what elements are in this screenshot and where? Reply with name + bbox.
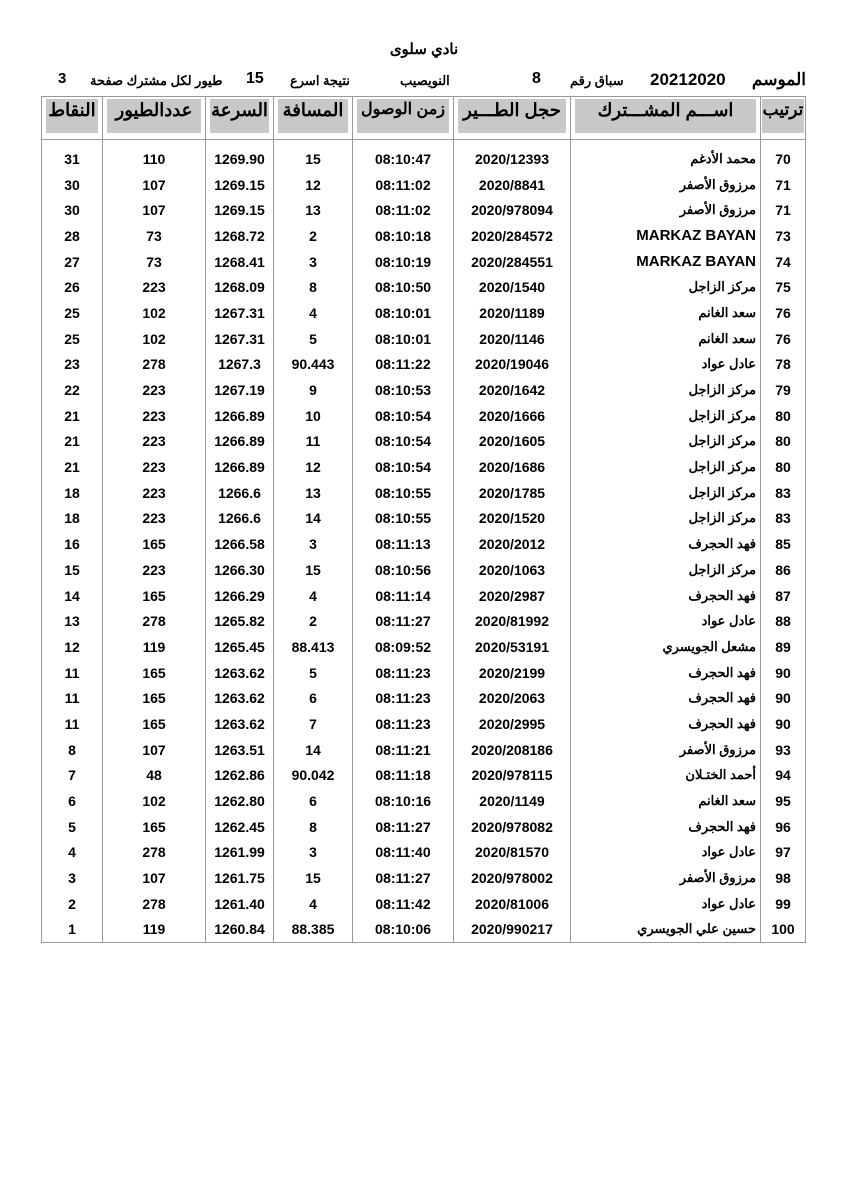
table-row bbox=[42, 788, 806, 814]
cell-speed: 1268.72 bbox=[206, 223, 274, 249]
cell-points: 30 bbox=[42, 197, 103, 223]
cell-distance: 3 bbox=[274, 531, 353, 557]
cell-ring: 2020/81992 bbox=[454, 608, 571, 634]
cell-points: 16 bbox=[42, 531, 103, 557]
cell-speed: 1267.31 bbox=[206, 300, 274, 326]
per-participant-page-label: طيور لكل مشترك صفحة bbox=[90, 73, 223, 88]
cell-arrival: 08:10:53 bbox=[353, 377, 454, 403]
cell-birds: 110 bbox=[103, 140, 206, 172]
cell-arrival: 08:11:27 bbox=[353, 865, 454, 891]
cell-points: 23 bbox=[42, 352, 103, 378]
cell-ring: 2020/53191 bbox=[454, 634, 571, 660]
cell-distance: 12 bbox=[274, 454, 353, 480]
table-row bbox=[42, 634, 806, 660]
cell-name: مركز الزاجل bbox=[571, 480, 761, 506]
cell-arrival: 08:10:01 bbox=[353, 300, 454, 326]
cell-speed: 1266.29 bbox=[206, 583, 274, 609]
cell-name: مرزوق الأصفر bbox=[571, 865, 761, 891]
cell-ring: 2020/2012 bbox=[454, 531, 571, 557]
cell-arrival: 08:10:06 bbox=[353, 917, 454, 943]
cell-speed: 1263.62 bbox=[206, 685, 274, 711]
table-row bbox=[42, 429, 806, 455]
cell-birds: 223 bbox=[103, 274, 206, 300]
cell-arrival: 08:11:23 bbox=[353, 711, 454, 737]
cell-arrival: 08:10:18 bbox=[353, 223, 454, 249]
cell-birds: 165 bbox=[103, 711, 206, 737]
cell-ring: 2020/1189 bbox=[454, 300, 571, 326]
cell-distance: 13 bbox=[274, 480, 353, 506]
cell-arrival: 08:10:55 bbox=[353, 480, 454, 506]
cell-arrival: 08:10:50 bbox=[353, 274, 454, 300]
cell-points: 2 bbox=[42, 891, 103, 917]
cell-points: 22 bbox=[42, 377, 103, 403]
table-row bbox=[42, 685, 806, 711]
cell-name: فهد الحجرف bbox=[571, 660, 761, 686]
cell-birds: 223 bbox=[103, 506, 206, 532]
cell-ring: 2020/978082 bbox=[454, 814, 571, 840]
cell-birds: 165 bbox=[103, 814, 206, 840]
cell-birds: 165 bbox=[103, 531, 206, 557]
cell-speed: 1267.19 bbox=[206, 377, 274, 403]
cell-speed: 1266.58 bbox=[206, 531, 274, 557]
cell-birds: 165 bbox=[103, 660, 206, 686]
cell-name: مركز الزاجل bbox=[571, 429, 761, 455]
col-ring: حجل الطـــير bbox=[454, 97, 571, 140]
cell-distance: 4 bbox=[274, 891, 353, 917]
cell-rank: 96 bbox=[761, 814, 806, 840]
cell-name: حسين علي الجويسري bbox=[571, 917, 761, 943]
cell-speed: 1265.45 bbox=[206, 634, 274, 660]
table-row bbox=[42, 840, 806, 866]
cell-distance: 15 bbox=[274, 140, 353, 172]
cell-name: فهد الحجرف bbox=[571, 583, 761, 609]
cell-name: أحمد الختـلان bbox=[571, 763, 761, 789]
cell-arrival: 08:11:23 bbox=[353, 660, 454, 686]
cell-arrival: 08:11:14 bbox=[353, 583, 454, 609]
col-name: اســـم المشـــترك bbox=[571, 97, 761, 140]
race-location: النويصيب bbox=[400, 73, 450, 88]
season-value: 20212020 bbox=[650, 70, 726, 89]
cell-distance: 2 bbox=[274, 223, 353, 249]
cell-birds: 278 bbox=[103, 608, 206, 634]
table-row bbox=[42, 326, 806, 352]
cell-distance: 8 bbox=[274, 274, 353, 300]
table-row bbox=[42, 557, 806, 583]
cell-rank: 70 bbox=[761, 140, 806, 172]
table-row bbox=[42, 737, 806, 763]
cell-name: فهد الحجرف bbox=[571, 814, 761, 840]
cell-birds: 48 bbox=[103, 763, 206, 789]
cell-speed: 1266.89 bbox=[206, 429, 274, 455]
cell-rank: 83 bbox=[761, 480, 806, 506]
cell-speed: 1266.89 bbox=[206, 403, 274, 429]
table-row bbox=[42, 865, 806, 891]
cell-ring: 2020/2995 bbox=[454, 711, 571, 737]
cell-birds: 223 bbox=[103, 480, 206, 506]
cell-rank: 97 bbox=[761, 840, 806, 866]
cell-rank: 73 bbox=[761, 223, 806, 249]
cell-speed: 1265.82 bbox=[206, 608, 274, 634]
cell-name: مركز الزاجل bbox=[571, 454, 761, 480]
cell-arrival: 08:10:54 bbox=[353, 403, 454, 429]
cell-rank: 86 bbox=[761, 557, 806, 583]
cell-speed: 1269.90 bbox=[206, 140, 274, 172]
cell-distance: 4 bbox=[274, 583, 353, 609]
table-row bbox=[42, 172, 806, 198]
col-distance: المسافة bbox=[274, 97, 353, 140]
cell-points: 18 bbox=[42, 506, 103, 532]
cell-ring: 2020/2199 bbox=[454, 660, 571, 686]
cell-arrival: 08:10:56 bbox=[353, 557, 454, 583]
cell-points: 25 bbox=[42, 326, 103, 352]
cell-distance: 6 bbox=[274, 788, 353, 814]
cell-arrival: 08:11:40 bbox=[353, 840, 454, 866]
cell-rank: 88 bbox=[761, 608, 806, 634]
cell-points: 21 bbox=[42, 429, 103, 455]
cell-ring: 2020/284572 bbox=[454, 223, 571, 249]
cell-distance: 5 bbox=[274, 326, 353, 352]
cell-arrival: 08:10:16 bbox=[353, 788, 454, 814]
cell-ring: 2020/81006 bbox=[454, 891, 571, 917]
cell-birds: 107 bbox=[103, 865, 206, 891]
cell-birds: 73 bbox=[103, 249, 206, 275]
table-row bbox=[42, 531, 806, 557]
cell-rank: 99 bbox=[761, 891, 806, 917]
cell-points: 4 bbox=[42, 840, 103, 866]
cell-distance: 13 bbox=[274, 197, 353, 223]
cell-birds: 223 bbox=[103, 403, 206, 429]
table-row bbox=[42, 140, 806, 172]
cell-name: عادل عواد bbox=[571, 891, 761, 917]
cell-rank: 85 bbox=[761, 531, 806, 557]
cell-ring: 2020/1666 bbox=[454, 403, 571, 429]
cell-arrival: 08:11:02 bbox=[353, 197, 454, 223]
col-birds: عددالطيور bbox=[103, 97, 206, 140]
cell-rank: 80 bbox=[761, 403, 806, 429]
cell-distance: 8 bbox=[274, 814, 353, 840]
cell-name: محمد الأدغم bbox=[571, 140, 761, 172]
cell-ring: 2020/1686 bbox=[454, 454, 571, 480]
cell-arrival: 08:10:55 bbox=[353, 506, 454, 532]
cell-ring: 2020/81570 bbox=[454, 840, 571, 866]
cell-points: 14 bbox=[42, 583, 103, 609]
cell-name: مرزوق الأصفر bbox=[571, 172, 761, 198]
cell-rank: 87 bbox=[761, 583, 806, 609]
cell-name: MARKAZ BAYAN bbox=[571, 223, 761, 249]
table-row bbox=[42, 274, 806, 300]
cell-ring: 2020/2063 bbox=[454, 685, 571, 711]
table-row bbox=[42, 197, 806, 223]
cell-arrival: 08:10:01 bbox=[353, 326, 454, 352]
cell-arrival: 08:10:54 bbox=[353, 454, 454, 480]
cell-points: 11 bbox=[42, 660, 103, 686]
cell-name: فهد الحجرف bbox=[571, 711, 761, 737]
cell-ring: 2020/1642 bbox=[454, 377, 571, 403]
cell-name: مرزوق الأصفر bbox=[571, 737, 761, 763]
cell-birds: 223 bbox=[103, 377, 206, 403]
cell-distance: 88.413 bbox=[274, 634, 353, 660]
cell-points: 5 bbox=[42, 814, 103, 840]
cell-speed: 1268.41 bbox=[206, 249, 274, 275]
cell-rank: 100 bbox=[761, 917, 806, 943]
cell-rank: 98 bbox=[761, 865, 806, 891]
cell-ring: 2020/978115 bbox=[454, 763, 571, 789]
cell-distance: 6 bbox=[274, 685, 353, 711]
cell-ring: 2020/1149 bbox=[454, 788, 571, 814]
cell-points: 12 bbox=[42, 634, 103, 660]
cell-speed: 1262.80 bbox=[206, 788, 274, 814]
cell-distance: 5 bbox=[274, 660, 353, 686]
cell-rank: 80 bbox=[761, 429, 806, 455]
cell-birds: 102 bbox=[103, 300, 206, 326]
result-label: نتيجة اسرع bbox=[290, 73, 350, 88]
table-row bbox=[42, 480, 806, 506]
cell-arrival: 08:11:42 bbox=[353, 891, 454, 917]
cell-ring: 2020/284551 bbox=[454, 249, 571, 275]
cell-name: مركز الزاجل bbox=[571, 403, 761, 429]
cell-distance: 90.042 bbox=[274, 763, 353, 789]
cell-arrival: 08:11:23 bbox=[353, 685, 454, 711]
table-row bbox=[42, 608, 806, 634]
cell-birds: 165 bbox=[103, 583, 206, 609]
cell-rank: 71 bbox=[761, 197, 806, 223]
cell-rank: 93 bbox=[761, 737, 806, 763]
cell-distance: 3 bbox=[274, 249, 353, 275]
cell-birds: 107 bbox=[103, 172, 206, 198]
cell-ring: 2020/12393 bbox=[454, 140, 571, 172]
cell-rank: 76 bbox=[761, 300, 806, 326]
cell-birds: 223 bbox=[103, 429, 206, 455]
cell-arrival: 08:11:27 bbox=[353, 814, 454, 840]
col-rank: ترتيب bbox=[761, 97, 806, 140]
cell-points: 18 bbox=[42, 480, 103, 506]
cell-name: MARKAZ BAYAN bbox=[571, 249, 761, 275]
cell-points: 3 bbox=[42, 865, 103, 891]
cell-distance: 90.443 bbox=[274, 352, 353, 378]
cell-points: 15 bbox=[42, 557, 103, 583]
cell-distance: 14 bbox=[274, 506, 353, 532]
cell-name: مرزوق الأصفر bbox=[571, 197, 761, 223]
cell-birds: 102 bbox=[103, 326, 206, 352]
cell-birds: 102 bbox=[103, 788, 206, 814]
club-title: نادي سلوى bbox=[389, 41, 459, 58]
cell-name: فهد الحجرف bbox=[571, 685, 761, 711]
table-row bbox=[42, 377, 806, 403]
cell-points: 30 bbox=[42, 172, 103, 198]
cell-rank: 79 bbox=[761, 377, 806, 403]
cell-distance: 9 bbox=[274, 377, 353, 403]
cell-birds: 165 bbox=[103, 685, 206, 711]
cell-points: 21 bbox=[42, 454, 103, 480]
cell-birds: 73 bbox=[103, 223, 206, 249]
table-row bbox=[42, 917, 806, 943]
cell-ring: 2020/1540 bbox=[454, 274, 571, 300]
table-row bbox=[42, 660, 806, 686]
cell-ring: 2020/1785 bbox=[454, 480, 571, 506]
cell-ring: 2020/1146 bbox=[454, 326, 571, 352]
cell-ring: 2020/208186 bbox=[454, 737, 571, 763]
cell-birds: 119 bbox=[103, 917, 206, 943]
table-row bbox=[42, 763, 806, 789]
cell-points: 11 bbox=[42, 685, 103, 711]
cell-name: عادل عواد bbox=[571, 352, 761, 378]
cell-distance: 4 bbox=[274, 300, 353, 326]
table-row bbox=[42, 711, 806, 737]
cell-speed: 1260.84 bbox=[206, 917, 274, 943]
cell-arrival: 08:10:47 bbox=[353, 140, 454, 172]
cell-speed: 1262.86 bbox=[206, 763, 274, 789]
cell-distance: 15 bbox=[274, 865, 353, 891]
cell-arrival: 08:11:18 bbox=[353, 763, 454, 789]
cell-distance: 7 bbox=[274, 711, 353, 737]
cell-distance: 10 bbox=[274, 403, 353, 429]
table-row bbox=[42, 506, 806, 532]
cell-speed: 1261.99 bbox=[206, 840, 274, 866]
cell-rank: 74 bbox=[761, 249, 806, 275]
cell-points: 13 bbox=[42, 608, 103, 634]
cell-birds: 107 bbox=[103, 737, 206, 763]
cell-distance: 14 bbox=[274, 737, 353, 763]
cell-birds: 107 bbox=[103, 197, 206, 223]
cell-birds: 223 bbox=[103, 557, 206, 583]
cell-speed: 1263.62 bbox=[206, 711, 274, 737]
cell-points: 1 bbox=[42, 917, 103, 943]
cell-speed: 1266.30 bbox=[206, 557, 274, 583]
cell-speed: 1269.15 bbox=[206, 172, 274, 198]
cell-rank: 90 bbox=[761, 711, 806, 737]
race-label: سباق رقم bbox=[570, 73, 624, 88]
cell-arrival: 08:11:02 bbox=[353, 172, 454, 198]
cell-name: مشعل الجويسري bbox=[571, 634, 761, 660]
table-row bbox=[42, 403, 806, 429]
cell-points: 6 bbox=[42, 788, 103, 814]
cell-rank: 83 bbox=[761, 506, 806, 532]
cell-ring: 2020/990217 bbox=[454, 917, 571, 943]
cell-rank: 75 bbox=[761, 274, 806, 300]
page-number: 3 bbox=[58, 70, 67, 87]
cell-arrival: 08:10:54 bbox=[353, 429, 454, 455]
cell-ring: 2020/2987 bbox=[454, 583, 571, 609]
cell-arrival: 08:11:21 bbox=[353, 737, 454, 763]
cell-ring: 2020/978094 bbox=[454, 197, 571, 223]
cell-birds: 278 bbox=[103, 891, 206, 917]
cell-speed: 1266.6 bbox=[206, 480, 274, 506]
cell-birds: 119 bbox=[103, 634, 206, 660]
race-number: 8 bbox=[532, 70, 541, 87]
cell-distance: 15 bbox=[274, 557, 353, 583]
birds-count: 15 bbox=[246, 70, 264, 87]
season-label: الموسم bbox=[751, 70, 806, 89]
cell-speed: 1267.3 bbox=[206, 352, 274, 378]
cell-arrival: 08:10:19 bbox=[353, 249, 454, 275]
cell-rank: 89 bbox=[761, 634, 806, 660]
results-table bbox=[41, 96, 806, 943]
cell-birds: 223 bbox=[103, 454, 206, 480]
cell-rank: 90 bbox=[761, 685, 806, 711]
cell-points: 11 bbox=[42, 711, 103, 737]
col-points: النقاط bbox=[42, 97, 103, 140]
cell-ring: 2020/19046 bbox=[454, 352, 571, 378]
cell-name: مركز الزاجل bbox=[571, 377, 761, 403]
cell-rank: 78 bbox=[761, 352, 806, 378]
cell-rank: 71 bbox=[761, 172, 806, 198]
cell-speed: 1261.75 bbox=[206, 865, 274, 891]
cell-distance: 3 bbox=[274, 840, 353, 866]
table-row bbox=[42, 223, 806, 249]
cell-name: مركز الزاجل bbox=[571, 557, 761, 583]
cell-distance: 2 bbox=[274, 608, 353, 634]
cell-name: سعد الغانم bbox=[571, 788, 761, 814]
cell-ring: 2020/1520 bbox=[454, 506, 571, 532]
cell-arrival: 08:11:13 bbox=[353, 531, 454, 557]
cell-speed: 1262.45 bbox=[206, 814, 274, 840]
cell-speed: 1268.09 bbox=[206, 274, 274, 300]
cell-name: فهد الحجرف bbox=[571, 531, 761, 557]
cell-rank: 95 bbox=[761, 788, 806, 814]
cell-points: 26 bbox=[42, 274, 103, 300]
cell-points: 27 bbox=[42, 249, 103, 275]
table-row bbox=[42, 249, 806, 275]
cell-distance: 11 bbox=[274, 429, 353, 455]
cell-birds: 278 bbox=[103, 840, 206, 866]
cell-speed: 1267.31 bbox=[206, 326, 274, 352]
cell-arrival: 08:11:27 bbox=[353, 608, 454, 634]
table-row bbox=[42, 891, 806, 917]
col-arrival: زمن الوصول bbox=[353, 97, 454, 140]
table-row bbox=[42, 454, 806, 480]
cell-speed: 1266.89 bbox=[206, 454, 274, 480]
cell-points: 21 bbox=[42, 403, 103, 429]
table-row bbox=[42, 352, 806, 378]
cell-name: عادل عواد bbox=[571, 608, 761, 634]
cell-points: 31 bbox=[42, 140, 103, 172]
cell-speed: 1266.6 bbox=[206, 506, 274, 532]
cell-rank: 90 bbox=[761, 660, 806, 686]
cell-arrival: 08:09:52 bbox=[353, 634, 454, 660]
cell-points: 8 bbox=[42, 737, 103, 763]
cell-ring: 2020/8841 bbox=[454, 172, 571, 198]
cell-rank: 80 bbox=[761, 454, 806, 480]
cell-speed: 1263.62 bbox=[206, 660, 274, 686]
col-speed: السرعة bbox=[206, 97, 274, 140]
cell-distance: 88.385 bbox=[274, 917, 353, 943]
cell-birds: 278 bbox=[103, 352, 206, 378]
cell-ring: 2020/1063 bbox=[454, 557, 571, 583]
cell-points: 7 bbox=[42, 763, 103, 789]
cell-name: سعد الغانم bbox=[571, 326, 761, 352]
cell-speed: 1269.15 bbox=[206, 197, 274, 223]
cell-speed: 1263.51 bbox=[206, 737, 274, 763]
cell-points: 25 bbox=[42, 300, 103, 326]
cell-arrival: 08:11:22 bbox=[353, 352, 454, 378]
cell-name: عادل عواد bbox=[571, 840, 761, 866]
cell-speed: 1261.40 bbox=[206, 891, 274, 917]
cell-rank: 76 bbox=[761, 326, 806, 352]
cell-name: مركز الزاجل bbox=[571, 506, 761, 532]
cell-rank: 94 bbox=[761, 763, 806, 789]
cell-points: 28 bbox=[42, 223, 103, 249]
table-row bbox=[42, 814, 806, 840]
cell-ring: 2020/1605 bbox=[454, 429, 571, 455]
table-row bbox=[42, 583, 806, 609]
cell-ring: 2020/978002 bbox=[454, 865, 571, 891]
cell-name: مركز الزاجل bbox=[571, 274, 761, 300]
table-row bbox=[42, 300, 806, 326]
cell-name: سعد الغانم bbox=[571, 300, 761, 326]
cell-distance: 12 bbox=[274, 172, 353, 198]
